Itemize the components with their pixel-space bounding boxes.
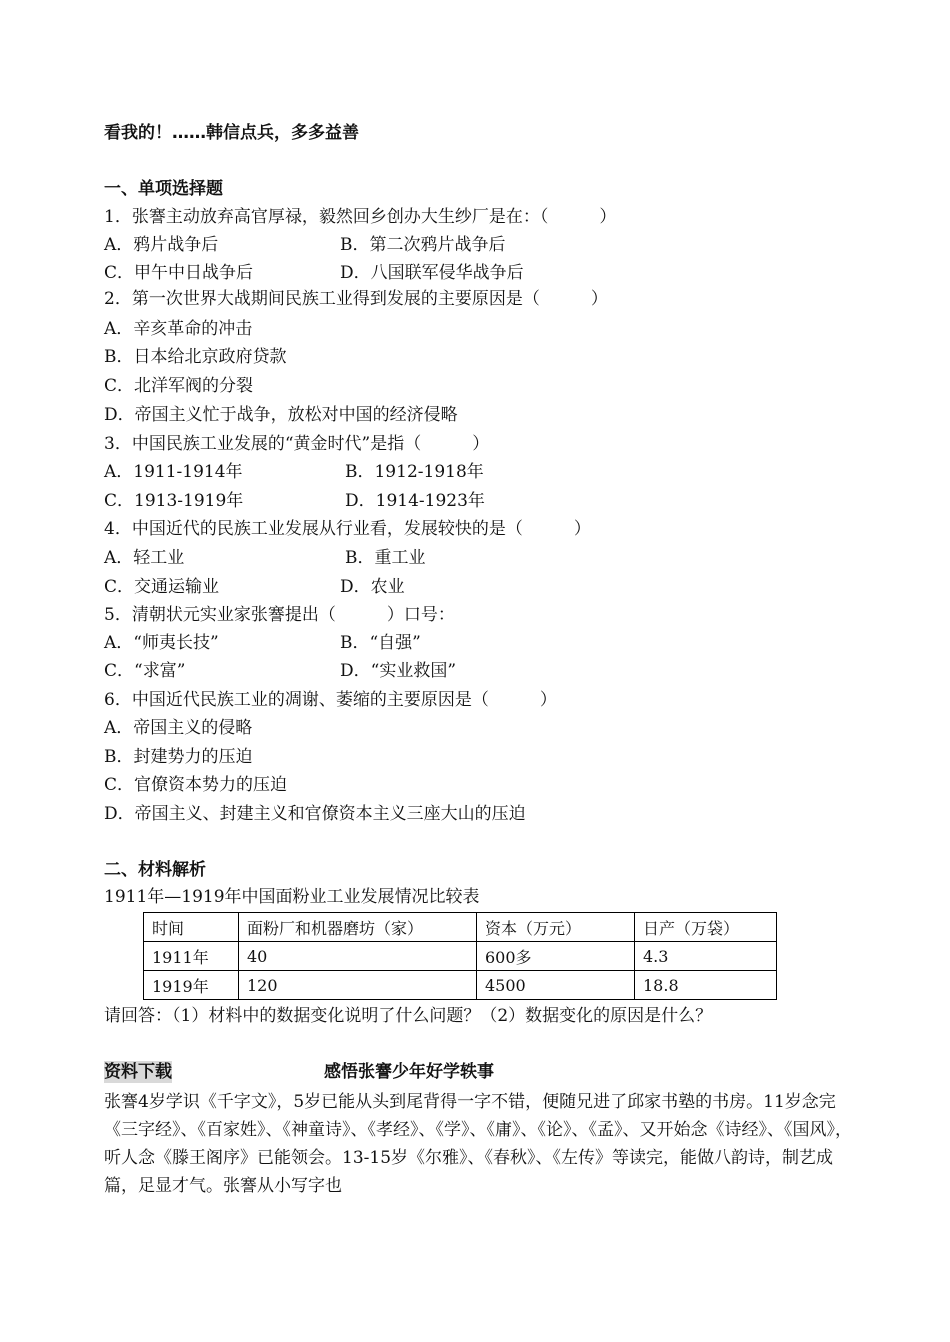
download-tag: 资料下载	[104, 1062, 172, 1082]
q3-option-d: D．1914-1923年	[345, 491, 485, 511]
table-header-row	[144, 913, 777, 942]
q4-option-a: A．轻工业	[104, 548, 185, 568]
flour-industry-table	[143, 912, 777, 1000]
q2-option-d: D．帝国主义忙于战争，放松对中国的经济侵略	[104, 405, 458, 425]
material-question: 请回答：（1）材料中的数据变化说明了什么问题？（2）数据变化的原因是什么？	[104, 1006, 713, 1026]
q1-option-c: C．甲午中日战争后	[104, 263, 254, 283]
q5-option-d: D．“实业救国”	[340, 661, 457, 681]
q4-option-c: C．交通运输业	[104, 577, 220, 597]
page-header: 看我的！……韩信点兵，多多益善	[104, 123, 359, 143]
question-2: 2．第一次世界大战期间民族工业得到发展的主要原因是（ ）	[104, 289, 608, 309]
q5-option-b: B．“自强”	[340, 633, 421, 653]
q2-option-b: B．日本给北京政府贷款	[104, 347, 287, 367]
section2-title: 二、材料解析	[104, 860, 206, 880]
q6-option-a: A．帝国主义的侵略	[104, 718, 253, 738]
table-header-cell: 资本（万元）	[477, 913, 635, 942]
table-cell: 600多	[477, 942, 635, 971]
table-cell: 40	[239, 942, 477, 971]
table-cell: 1919年	[144, 971, 239, 1000]
table-header-cell: 面粉厂和机器磨坊（家）	[239, 913, 477, 942]
table-cell: 4500	[477, 971, 635, 1000]
q3-option-c: C．1913-1919年	[104, 491, 244, 511]
table-row	[144, 942, 777, 971]
q2-option-c: C．北洋军阀的分裂	[104, 376, 254, 396]
question-6: 6．中国近代民族工业的凋谢、萎缩的主要原因是（ ）	[104, 690, 557, 710]
q1-option-b: B．第二次鸦片战争后	[340, 235, 506, 255]
table-cell: 18.8	[635, 971, 777, 1000]
table-header-cell: 日产（万袋）	[635, 913, 777, 942]
question-5: 5．清朝状元实业家张謇提出（ ）口号：	[104, 605, 455, 625]
section3-title: 感悟张謇少年好学轶事	[324, 1062, 494, 1082]
table-cell: 4.3	[635, 942, 777, 971]
q1-option-a: A．鸦片战争后	[104, 235, 219, 255]
table-cell: 120	[239, 971, 477, 1000]
section1-title: 一、单项选择题	[104, 179, 223, 199]
q4-option-d: D．农业	[340, 577, 405, 597]
q1-option-d: D．八国联军侵华战争后	[340, 263, 524, 283]
q6-option-c: C．官僚资本势力的压迫	[104, 775, 288, 795]
question-1: 1．张謇主动放弃高官厚禄，毅然回乡创办大生纱厂是在：（ ）	[104, 207, 617, 227]
question-4: 4．中国近代的民族工业发展从行业看，发展较快的是（ ）	[104, 519, 591, 539]
table-header-cell: 时间	[144, 913, 239, 942]
q2-option-a: A．辛亥革命的冲击	[104, 319, 253, 339]
q6-option-b: B．封建势力的压迫	[104, 747, 253, 767]
table-row	[144, 971, 777, 1000]
q3-option-b: B．1912-1918年	[345, 462, 484, 482]
table-caption: 1911年—1919年中国面粉业工业发展情况比较表	[104, 887, 480, 907]
question-3: 3．中国民族工业发展的“黄金时代”是指（ ）	[104, 434, 490, 454]
q4-option-b: B．重工业	[345, 548, 426, 568]
biography-paragraph: 张謇4岁学识《千字文》，5岁已能从头到尾背得一字不错，便随兄进了邱家书塾的书房。11岁念完《三字经》、《百家姓》、《神童诗》、《孝经》、《学》、《庸》、《论》、《孟》、又开始念《诗经》、《国风》，听人念《滕王阁序》已能领会。13-15岁《尔雅》、《春秋》、《左传》等读完，能做八韵诗，制艺成篇，足显才气。张謇从小写字也	[104, 1092, 852, 1196]
q5-option-c: C．“求富”	[104, 661, 186, 681]
table-cell: 1911年	[144, 942, 239, 971]
q3-option-a: A．1911-1914年	[104, 462, 243, 482]
q5-option-a: A．“师夷长技”	[104, 633, 219, 653]
q6-option-d: D．帝国主义、封建主义和官僚资本主义三座大山的压迫	[104, 804, 526, 824]
